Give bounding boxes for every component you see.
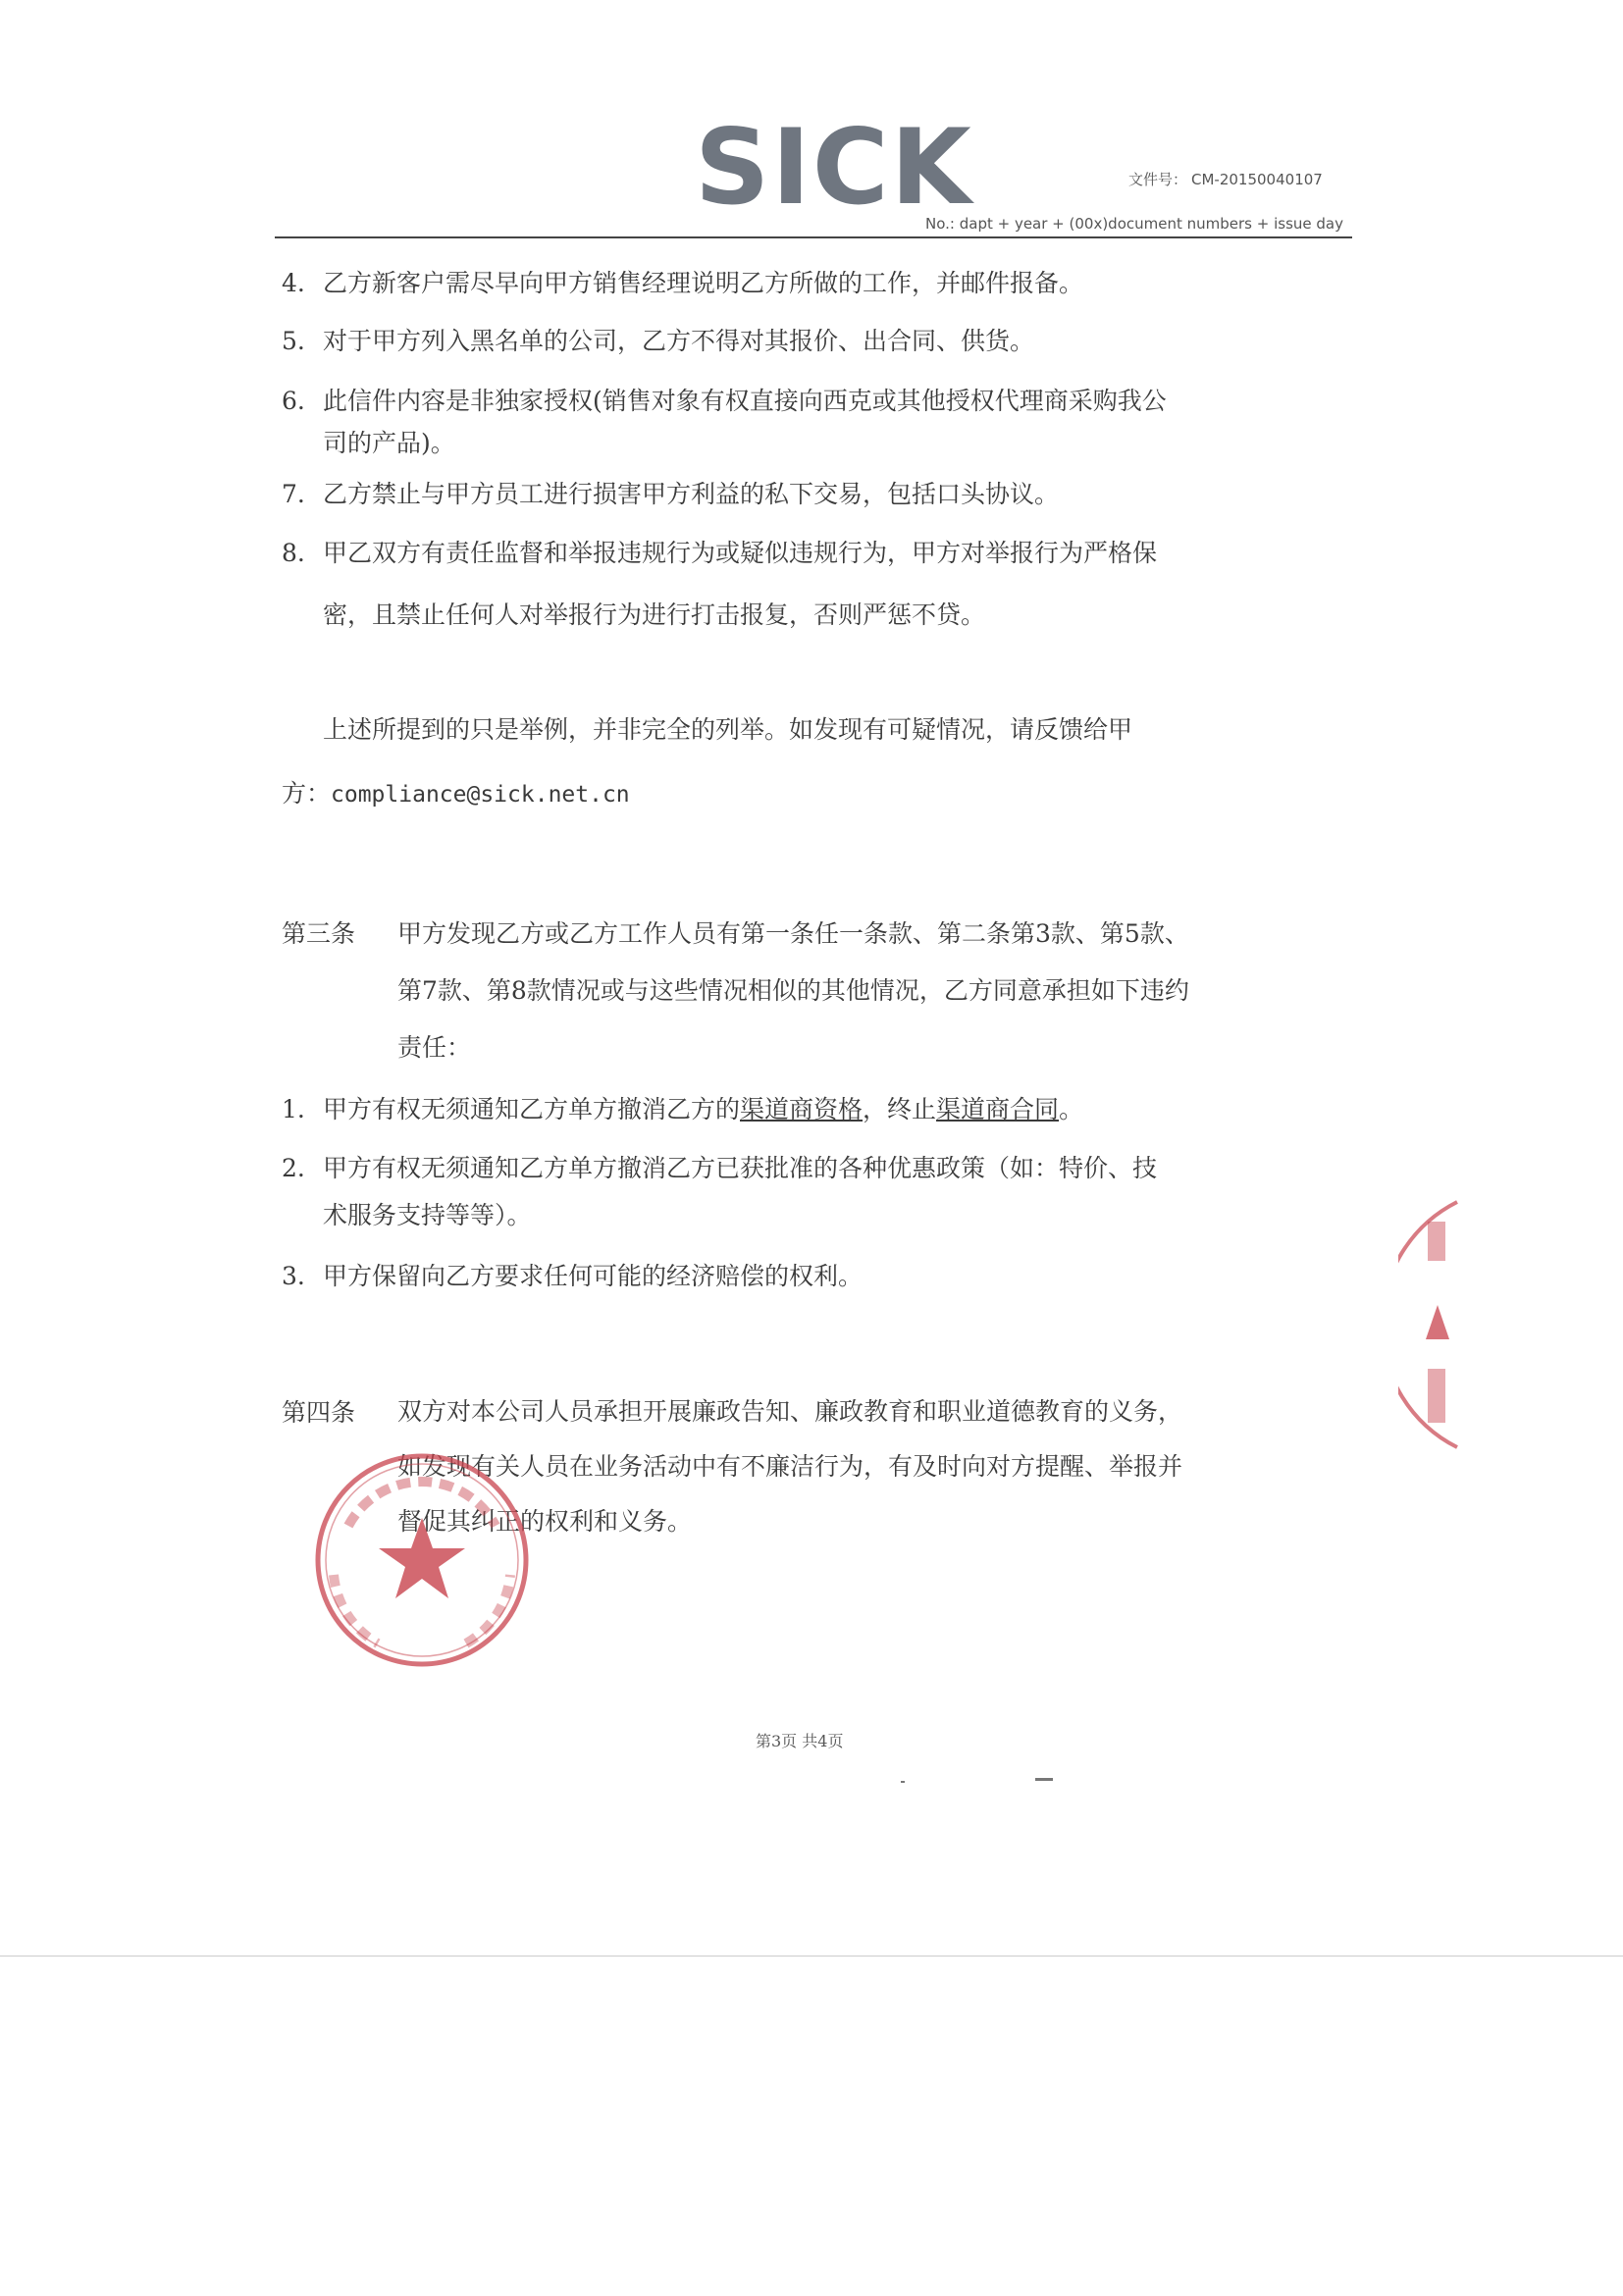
page-number: 第3页 共4页: [756, 1732, 844, 1750]
clause-3-title: 第三条: [282, 919, 356, 948]
clause-3-line-1: 甲方发现乙方或乙方工作人员有第一条任一条款、第二条第3款、第5款、: [397, 919, 1189, 948]
clause-3-item-1: [282, 1086, 1351, 1132]
list-item-number: 7.: [282, 480, 305, 508]
scan-speck: [901, 1781, 905, 1783]
clause-4-title: 第四条: [282, 1398, 356, 1427]
document-number-label: 文件号：: [1128, 171, 1188, 188]
list-item-text: 对于甲方列入黑名单的公司，乙方不得对其报价、出合同、供货。: [323, 327, 1035, 355]
list-item-number: 6.: [282, 387, 305, 415]
list-item-text: 乙方禁止与甲方员工进行损害甲方利益的私下交易，包括口头协议。: [323, 480, 1060, 508]
scan-fold-line: [0, 1956, 1623, 1957]
list-item-number: 5.: [282, 327, 305, 355]
list-item-number: 2.: [282, 1154, 305, 1182]
header-divider: [275, 236, 1352, 238]
document-number-format: No.: dapt + year + (00x)document numbers + issue day: [925, 215, 1343, 233]
list-item-text: 甲方有权无须通知乙方单方撤消乙方已获批准的各种优惠政策（如：特价、技: [323, 1154, 1158, 1182]
list-item-text: 甲方保留向乙方要求任何可能的经济赔偿的权利。: [323, 1262, 864, 1290]
list-item-8: [282, 530, 1351, 576]
list-item-number: 3.: [282, 1262, 305, 1290]
list-item-text: 乙方新客户需尽早向甲方销售经理说明乙方所做的工作，并邮件报备。: [323, 269, 1084, 297]
list-item-6: [282, 378, 1351, 424]
sick-logo: SICK: [695, 107, 973, 228]
clause-3-body: [397, 906, 1354, 1076]
clause-3-item-2: [282, 1145, 1351, 1191]
list-item-number: 4.: [282, 269, 305, 297]
document-number: [1128, 169, 1323, 189]
list-item-text: 甲乙双方有责任监督和举报违规行为或疑似违规行为，甲方对举报行为严格保: [323, 539, 1158, 567]
clause-4-body: [397, 1384, 1354, 1549]
clause-3-item-2-continuation: 术服务支持等等）。: [323, 1201, 532, 1229]
list-item-number: 8.: [282, 539, 305, 567]
note-line-1: 上述所提到的只是举例，并非完全的列举。如发现有可疑情况，请反馈给甲: [323, 715, 1133, 744]
clause-4-line-2: 如发现有关人员在业务活动中有不廉洁行为，有及时向对方提醒、举报并: [397, 1452, 1183, 1481]
clause-4-line-3: 督促其纠正的权利和义务。: [397, 1507, 693, 1536]
list-item-8-continuation: 密，且禁止任何人对举报行为进行打击报复，否则严惩不贷。: [323, 600, 986, 629]
clause-3-line-3: 责任：: [397, 1033, 472, 1062]
list-item-text-post: 。: [1059, 1095, 1084, 1123]
partial-seal-stamp: [1398, 1192, 1467, 1457]
note-prefix: 方：: [282, 779, 332, 808]
document-number-value: CM-20150040107: [1191, 171, 1323, 188]
list-item-6-continuation: 司的产品)。: [323, 429, 455, 457]
clause-3-item-3: [282, 1253, 1351, 1299]
clause-4-line-1: 双方对本公司人员承担开展廉政告知、廉政教育和职业道德教育的义务，: [397, 1397, 1183, 1426]
list-item-text: 此信件内容是非独家授权(销售对象有权直接向西克或其他授权代理商采购我公: [323, 387, 1167, 415]
scan-speck: [1035, 1778, 1053, 1781]
list-item-number: 1.: [282, 1095, 305, 1123]
channel-qualification-term: 渠道商资格: [740, 1095, 864, 1123]
list-item-text-mid: ，终止: [863, 1095, 937, 1123]
list-item-4: [282, 260, 1351, 306]
clause-3-line-2: 第7款、第8款情况或与这些情况相似的其他情况，乙方同意承担如下违约: [397, 976, 1189, 1005]
list-item-5: [282, 318, 1351, 364]
note-line-2: [282, 770, 1351, 818]
list-item-7: [282, 471, 1351, 517]
compliance-email[interactable]: compliance@sick.net.cn: [331, 782, 630, 808]
channel-contract-term: 渠道商合同: [936, 1095, 1060, 1123]
company-seal-stamp: [309, 1447, 535, 1673]
list-item-text-pre: 甲方有权无须通知乙方单方撤消乙方的: [323, 1095, 741, 1123]
